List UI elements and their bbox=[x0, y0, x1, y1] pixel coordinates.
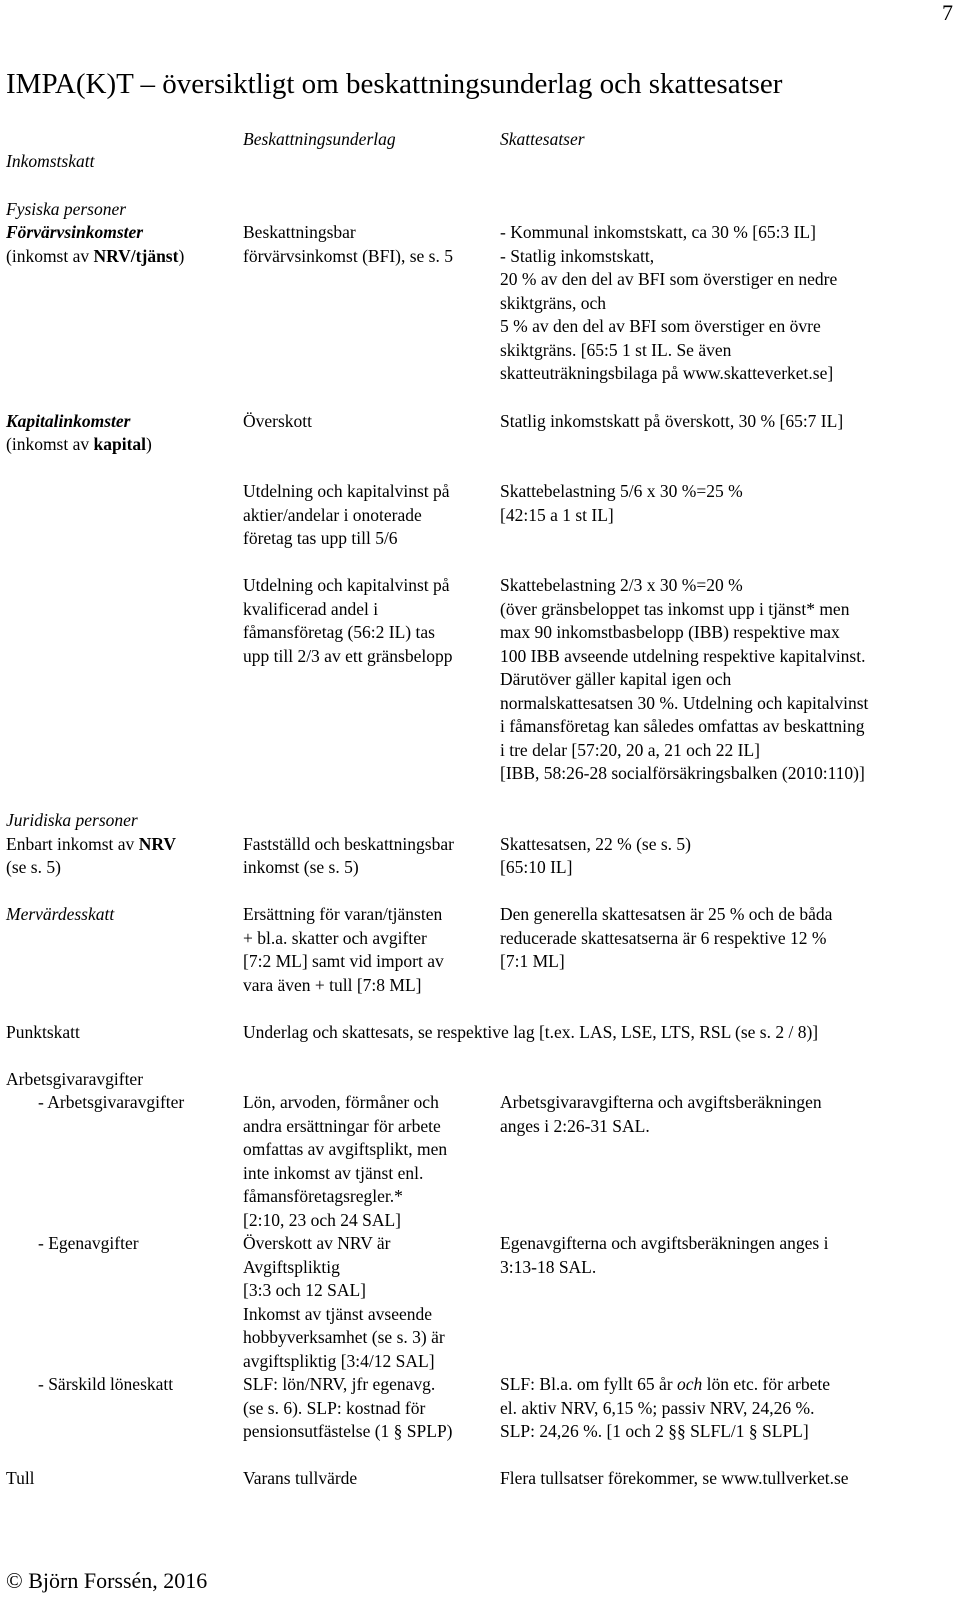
kapital-rate-line: 100 IBB avseende utdelning respektive kapitalvinst. bbox=[500, 646, 866, 666]
loneskatt-rate-line: el. aktiv NRV, 6,15 %; passiv NRV, 24,26 %. bbox=[500, 1398, 815, 1418]
juridiska-rate-line: Skattesatsen, 22 % (se s. 5) bbox=[500, 834, 692, 854]
rate-text: SLF: Bl.a. om fyllt 65 år bbox=[500, 1374, 677, 1394]
sub-text: ) bbox=[178, 246, 185, 266]
moms-base-line: [7:2 ML] samt vid import av bbox=[243, 951, 444, 971]
kapital-base-line: Utdelning och kapitalvinst på bbox=[243, 575, 450, 595]
kapital-rate-line: (över gränsbeloppet tas inkomst upp i tjänst* men bbox=[500, 599, 850, 619]
egenavgifter-base-line: [3:3 och 12 SAL] bbox=[243, 1280, 366, 1300]
egenavgifter-base-line: Överskott av NRV är bbox=[243, 1233, 391, 1253]
arbetsgivaravgifter-sublabel: - Arbetsgivaravgifter bbox=[38, 1092, 185, 1112]
arbetsgivar-rate-line: Arbetsgivaravgifterna och avgiftsberäkningen bbox=[500, 1092, 822, 1112]
kapital-base-line: upp till 2/3 av ett gränsbelopp bbox=[243, 646, 453, 666]
moms-base-line: + bl.a. skatter och avgifter bbox=[243, 928, 427, 948]
arbetsgivar-base-line: andra ersättningar för arbete bbox=[243, 1116, 441, 1136]
sarskild-loneskatt-label: - Särskild löneskatt bbox=[38, 1374, 174, 1394]
mervardesskatt-label: Mervärdesskatt bbox=[6, 904, 115, 924]
kapital-rate-line: Skattebelastning 2/3 x 30 %=20 % bbox=[500, 575, 743, 595]
kapital-rate-line: [42:15 a 1 st IL] bbox=[500, 505, 614, 525]
header-skattesatser: Skattesatser bbox=[500, 129, 585, 149]
arbetsgivar-base-line: omfattas av avgiftsplikt, men bbox=[243, 1139, 448, 1159]
moms-rate-line: Den generella skattesatsen är 25 % och de båda bbox=[500, 904, 833, 924]
juridiska-base-line: Fastställd och beskattningsbar bbox=[243, 834, 454, 854]
fysiska-base-line: förvärvsinkomst (BFI), se s. 5 bbox=[243, 246, 453, 266]
kapital-base-line: företag tas upp till 5/6 bbox=[243, 528, 398, 548]
loneskatt-base-line: (se s. 6). SLP: kostnad för bbox=[243, 1398, 426, 1418]
sub-text: (inkomst av bbox=[6, 434, 94, 454]
kapital-rate-line: i tre delar [57:20, 20 a, 21 och 22 IL] bbox=[500, 740, 760, 760]
fysiska-rate-line: 5 % av den del av BFI som överstiger en övre bbox=[500, 316, 821, 336]
egenavgifter-base-line: Avgiftspliktig bbox=[243, 1257, 340, 1277]
kapital-base-line: Överskott bbox=[243, 411, 313, 431]
arbetsgivar-base-line: fåmansföretagsregler.* bbox=[243, 1186, 403, 1206]
tull-label: Tull bbox=[6, 1468, 35, 1488]
kapital-rate-line: Därutöver gäller kapital igen och bbox=[500, 669, 732, 689]
juridiska-base-line: inkomst (se s. 5) bbox=[243, 857, 359, 877]
page-number: 7 bbox=[942, 0, 953, 25]
header-beskattningsunderlag: Beskattningsunderlag bbox=[243, 129, 396, 149]
egenavgifter-base-line: avgiftspliktig [3:4/12 SAL] bbox=[243, 1351, 435, 1371]
loneskatt-base-line: SLF: lön/NRV, jfr egenavg. bbox=[243, 1374, 436, 1394]
forvarvsinkomster-label: Förvärvsinkomster bbox=[6, 222, 144, 242]
tull-base: Varans tullvärde bbox=[243, 1468, 358, 1488]
fysiska-rate-line: skiktgräns, och bbox=[500, 293, 606, 313]
fysiska-rate-line: skiktgräns. [65:5 1 st IL. Se även bbox=[500, 340, 732, 360]
fysiska-rate-line: skatteuträkningsbilaga på www.skatteverket.se] bbox=[500, 363, 834, 383]
rate-italic: och bbox=[676, 1374, 703, 1394]
kapital-base-line: fåmansföretag (56:2 IL) tas bbox=[243, 622, 435, 642]
sub-bold: NRV/tjänst bbox=[93, 246, 179, 266]
fysiska-rate-line: 20 % av den del av BFI som överstiger en nedre bbox=[500, 269, 838, 289]
juridiska-personer-label: Juridiska personer bbox=[6, 810, 138, 830]
kapital-rate-line: Statlig inkomstskatt på överskott, 30 % [65:7 IL] bbox=[500, 411, 844, 431]
sub-text: Enbart inkomst av bbox=[6, 834, 139, 854]
copyright-footer: © Björn Forssén, 2016 bbox=[6, 1568, 208, 1593]
kapitalinkomster-sub bbox=[6, 433, 152, 457]
sub-bold: kapital bbox=[93, 434, 147, 454]
kapital-rate-line: max 90 inkomstbasbelopp (IBB) respektive max bbox=[500, 622, 840, 642]
moms-rate-line: reducerade skattesatserna är 6 respektive 12 % bbox=[500, 928, 827, 948]
egenavgifter-rate-line: 3:13-18 SAL. bbox=[500, 1257, 597, 1277]
punktskatt-text: Underlag och skattesats, se respektive lag [t.ex. LAS, LSE, LTS, RSL (se s. 2 / 8)] bbox=[243, 1022, 819, 1042]
rate-text: lön etc. för arbete bbox=[702, 1374, 831, 1394]
sub-text: ) bbox=[146, 434, 152, 454]
moms-base-line: vara även + tull [7:8 ML] bbox=[243, 975, 422, 995]
moms-base-line: Ersättning för varan/tjänsten bbox=[243, 904, 443, 924]
egenavgifter-rate-line: Egenavgifterna och avgiftsberäkningen anges i bbox=[500, 1233, 829, 1253]
fysiska-personer-label: Fysiska personer bbox=[6, 199, 127, 219]
fysiska-base-line: Beskattningsbar bbox=[243, 222, 356, 242]
kapital-base-line: Utdelning och kapitalvinst på bbox=[243, 481, 450, 501]
kapital-rate-line: i fåmansföretag kan således omfattas av beskattning bbox=[500, 716, 865, 736]
punktskatt-label: Punktskatt bbox=[6, 1022, 80, 1042]
sub-text: (inkomst av bbox=[6, 246, 94, 266]
kapital-rate-line: normalskattesatsen 30 %. Utdelning och kapitalvinst bbox=[500, 693, 869, 713]
fysiska-rate-line: - Statlig inkomstskatt, bbox=[500, 246, 655, 266]
egenavgifter-base-line: hobbyverksamhet (se s. 3) är bbox=[243, 1327, 445, 1347]
moms-rate-line: [7:1 ML] bbox=[500, 951, 565, 971]
kapital-rate-line: Skattebelastning 5/6 x 30 %=25 % bbox=[500, 481, 743, 501]
egenavgifter-label: - Egenavgifter bbox=[38, 1233, 139, 1253]
sub-bold: NRV bbox=[138, 834, 176, 854]
loneskatt-rate-line: SLP: 24,26 %. [1 och 2 §§ SLFL/1 § SLPL] bbox=[500, 1421, 809, 1441]
fysiska-rate-line: - Kommunal inkomstskatt, ca 30 % [65:3 IL] bbox=[500, 222, 816, 242]
arbetsgivar-base-line: [2:10, 23 och 24 SAL] bbox=[243, 1210, 401, 1230]
section-inkomstskatt: Inkomstskatt bbox=[6, 151, 95, 171]
forvarvsinkomster-sub bbox=[6, 245, 184, 269]
kapital-base-line: kvalificerad andel i bbox=[243, 599, 379, 619]
loneskatt-rate-line bbox=[500, 1373, 830, 1397]
juridiska-ref: (se s. 5) bbox=[6, 857, 61, 877]
arbetsgivaravgifter-label: Arbetsgivaravgifter bbox=[6, 1069, 144, 1089]
juridiska-rate-line: [65:10 IL] bbox=[500, 857, 573, 877]
juridiska-sub bbox=[6, 833, 176, 857]
arbetsgivar-base-line: Lön, arvoden, förmåner och bbox=[243, 1092, 439, 1112]
arbetsgivar-base-line: inte inkomst av tjänst enl. bbox=[243, 1163, 424, 1183]
tull-rate: Flera tullsatser förekommer, se www.tullverket.se bbox=[500, 1468, 849, 1488]
arbetsgivar-rate-line: anges i 2:26-31 SAL. bbox=[500, 1116, 650, 1136]
kapitalinkomster-label: Kapitalinkomster bbox=[6, 411, 131, 431]
egenavgifter-base-line: Inkomst av tjänst avseende bbox=[243, 1304, 433, 1324]
kapital-base-line: aktier/andelar i onoterade bbox=[243, 505, 422, 525]
page-title: IMPA(K)T – översiktligt om beskattningsunderlag och skattesatser bbox=[6, 68, 783, 100]
kapital-rate-line: [IBB, 58:26-28 socialförsäkringsbalken (2010:110)] bbox=[500, 763, 865, 783]
loneskatt-base-line: pensionsutfästelse (1 § SPLP) bbox=[243, 1421, 453, 1441]
